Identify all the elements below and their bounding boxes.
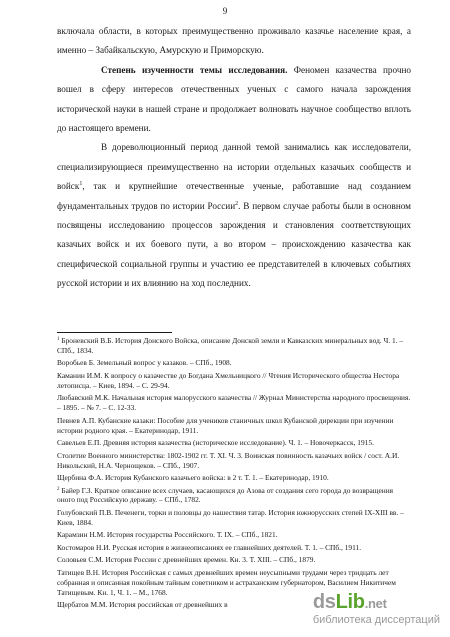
footnote-item bbox=[57, 555, 411, 565]
footnote-mark: 2 bbox=[57, 486, 60, 492]
watermark-subtitle: библиотека диссертаций bbox=[312, 614, 440, 626]
paragraph-3-text-c: . В первом случае работы были в основном посвящены исследованию процессов зарождения и становления соответствующих казачьих войск и их боевого пути, а во втором – происхождению казачества как специфической социальной группы и участию ее представителей в ключевых событиях русской истории и их влиянию на ход последних. bbox=[57, 200, 411, 289]
footnote-item bbox=[57, 486, 411, 506]
footnote-text: Костомаров Н.И. Русская история в жизнеописаниях ее главнейших деятелей. Т. 1. – СПб., 1911. bbox=[57, 542, 362, 552]
footnote-item bbox=[57, 508, 411, 528]
footnote-separator bbox=[57, 332, 172, 333]
footnote-text: Любавский М.К. Начальная история малорусского казачества // Журнал Министерства народного просвещения. – 1895. – № 7. – С. 12-33. bbox=[57, 393, 411, 413]
logo-ds: ds bbox=[312, 591, 336, 613]
footnote-item bbox=[57, 336, 411, 356]
footnote-text: Карамзин Н.М. История государства Российского. Т. IX. – СПб., 1821. bbox=[57, 530, 278, 540]
footnote-item bbox=[57, 438, 411, 448]
footnote-item bbox=[57, 416, 411, 436]
footnote-text: Певнев А.П. Кубанские казаки: Пособие для учеников станичных школ Кубанской дирекции при изучении истории родного края. – Екатеринодар, 1911. bbox=[57, 415, 394, 435]
footnote-text: Голубовский П.В. Печенеги, торки и половцы до нашествия татар. История южнорусских степей IX-XIII вв. – Киев, 1884. bbox=[57, 507, 404, 527]
footnote-item bbox=[57, 473, 411, 483]
footnote-item bbox=[57, 371, 411, 391]
paragraph-1: включала области, в которых преимущественно проживало казачье население края, а именно – Забайкальскую, Амурскую и Приморскую. bbox=[57, 26, 411, 56]
footnote-item bbox=[57, 543, 411, 553]
footnote-item bbox=[57, 393, 411, 413]
footnote-item bbox=[57, 358, 411, 368]
watermark[interactable] bbox=[313, 592, 440, 627]
footnote-text: Татищев В.Н. История Российская с самых древнейших времен неусыпными трудами через тридцать лет собранная и описанная покойным тайным советником и астраханским губернатором, Василием Никитичем Татищевым. Кн. 1, Ч. 1. – М., 1768. bbox=[57, 567, 396, 597]
footnote-text: Щербатов М.М. История российская от древнейших в bbox=[57, 600, 228, 610]
watermark-logo bbox=[313, 592, 387, 614]
footnote-text: Воробьев Б. Земельный вопрос у казаков. – СПб., 1908. bbox=[57, 358, 232, 368]
footnote-text: Байер Г.З. Краткое описание всех случаев, касающихся до Азова от создания сего города до возвращения оного под Российскую державу. – СПб., 1782. bbox=[57, 485, 394, 505]
footnote-text: Каманин И.М. К вопросу о казачестве до Богдана Хмельницкого // Чтения Исторического общества Нестора летописца. – Киев, 1894. – С. 29-94. bbox=[57, 370, 400, 390]
footnote-text: Столетие Военного министерства: 1802-1902 гг. Т. XI. Ч. 3. Воинская повинность казачьих войск / сост. А.И. Никольский, Н.А. Чернощеков. – СПб., 1907. bbox=[57, 450, 400, 470]
page-number: 9 bbox=[222, 6, 228, 16]
paragraph-3 bbox=[57, 138, 411, 293]
footnote-ref-1[interactable]: 1 bbox=[79, 181, 83, 188]
footnote-ref-2[interactable]: 2 bbox=[235, 200, 239, 207]
logo-lib: Lib bbox=[335, 591, 365, 613]
footnotes bbox=[57, 336, 411, 613]
footnote-text: Соловьев С.М. История России с древнейших времен. Кн. 3. Т. XIII. – СПб., 1879. bbox=[57, 555, 316, 565]
logo-net: net bbox=[368, 596, 387, 611]
footnote-mark: 1 bbox=[57, 337, 60, 342]
logo-dot: . bbox=[364, 596, 369, 611]
paragraph-3-text-a: В дореволюционный период данной темой занимались как исследователи, специализирующиеся преимущественно на истории отдельных казачьих сообществ и войск bbox=[57, 142, 411, 192]
section-heading-inline: Степень изученности темы исследования. bbox=[101, 64, 288, 75]
footnote-item bbox=[57, 530, 411, 540]
main-text bbox=[57, 22, 411, 294]
paragraph-2 bbox=[57, 61, 411, 139]
footnote-text: Савельев Е.П. Древняя история казачества (историческое исследование). Ч. 1. – Новочеркасск, 1915. bbox=[57, 438, 374, 448]
footnote-item bbox=[57, 451, 411, 471]
footnote-text: Щербина Ф.А. История Кубанского казачьего войска: в 2 т. Т. 1. – Екатеринодар, 1910. bbox=[57, 473, 329, 483]
paragraph-3-text-b: , так и крупнейшие отечественные ученые, работавшие над созданием фундаментальных трудов по истории России bbox=[57, 181, 411, 211]
footnote-text: Броневский В.Б. История Донского Войска, описание Донской земли и Кавказских минеральных вод. Ч. 1. – СПб., 1834. bbox=[57, 336, 404, 355]
paragraph-2-text: Феномен казачества прочно вошел в сферу интересов отечественных ученых с самого начала зарождения исторической науки в нашей стране и продолжает волновать научное сообщество вплоть до настоящего времени. bbox=[57, 64, 411, 134]
